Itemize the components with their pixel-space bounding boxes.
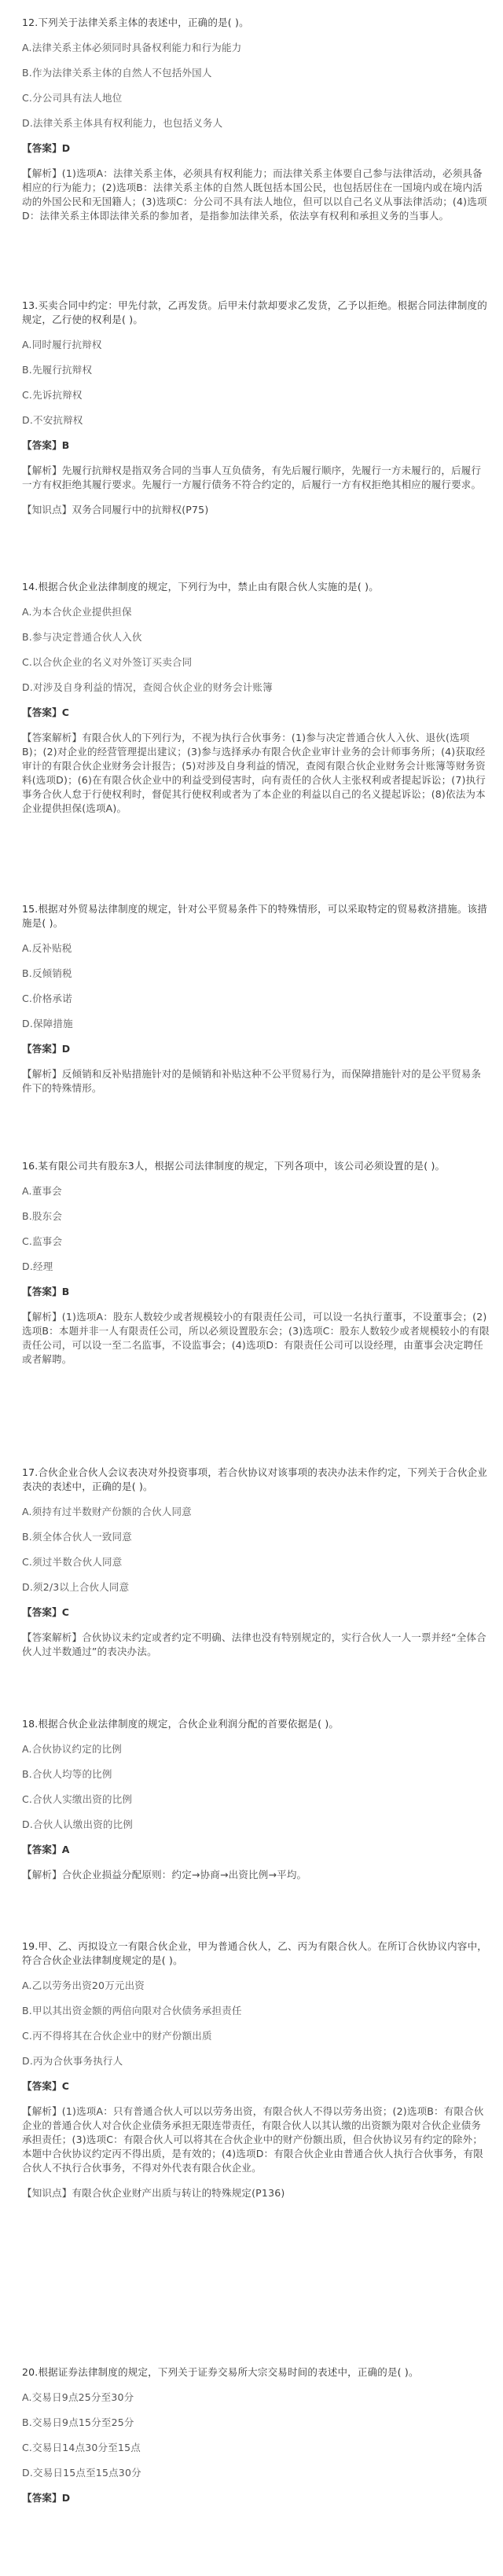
option-c: C.以合伙企业的名义对外签订买卖合同 [22, 656, 193, 668]
answer-text: 【答案】C [22, 1606, 70, 1618]
option-b: B.作为法律关系主体的自然人不包括外国人 [22, 67, 212, 79]
option-a: A.法律关系主体必须同时具备权利能力和行为能力 [22, 42, 242, 53]
analysis-text: 【解析】(1)选项A：法律关系主体，必须具有权利能力；而法律关系主体要自己参与法律活动，必须具备相应的行为能力；(2)选项B：法律关系主体的自然人既包括本国公民，也包括居住在一国境内或在境内活动的外国公民和无国籍人；(3)选项C：分公司不具有法人地位，但可以以自己名义从事法律活动；(4)选项D：法律关系主体即法律关系的参加者，是指参加法律关系，依法享有权利和承担义务的当事人。 [22, 167, 487, 222]
option-d: D.法律关系主体具有权利能力，也包括义务人 [22, 117, 223, 129]
option-c: C.价格承诺 [22, 993, 72, 1004]
question-block-15 [22, 902, 490, 1095]
question-block-12 [22, 16, 490, 223]
option-b: B.参与决定普通合伙人入伙 [22, 631, 142, 643]
analysis-text: 【解析】合伙企业损益分配原则：约定→协商→出资比例→平均。 [22, 1869, 307, 1881]
question-text: 15.根据对外贸易法律制度的规定，针对公平贸易条件下的特殊情形，可以采取特定的贸易救济措施。该措施是( )。 [22, 903, 487, 929]
analysis-text: 【解析】(1)选项A：股东人数较少或者规模较小的有限责任公司，可以设一名执行董事，不设董事会；(2)选项B：本题并非一人有限责任公司，所以必须设置股东会；(3)选项C：股东人数较少或者规模较小的有限责任公司，可以设一至二名监事，不设监事会；(4)选项D：有限责任公司可以设经理，由董事会决定聘任或者解聘。 [22, 1311, 490, 1365]
analysis-text: 【解析】反倾销和反补贴措施针对的是倾销和补贴这种不公平贸易行为，而保障措施针对的是公平贸易条件下的特殊情形。 [22, 1068, 482, 1094]
analysis-text: 【答案解析】有限合伙人的下列行为，不视为执行合伙事务：(1)参与决定普通合伙人入伙、退伙(选项B)；(2)对企业的经营管理提出建议；(3)参与选择承办有限合伙企业审计业务的会计师事务所；(4)获取经审计的有限合伙企业财务会计报告；(5)对涉及自身利益的情况，查阅有限合伙企业财务会计账簿等财务资料(选项D)；(6)在有限合伙企业中的利益受到侵害时，向有责任的合伙人主张权利或者提起诉讼；(7)执行事务合伙人怠于行使权利时，督促其行使权利或者为了本企业的利益以自己的名义提起诉讼；(8)依法为本企业提供担保(选项A)。 [22, 732, 486, 814]
option-a: A.合伙协议约定的比例 [22, 1743, 123, 1755]
answer-text: 【答案】D [22, 142, 71, 154]
analysis-text: 【解析】先履行抗辩权是指双务合同的当事人互负债务，有先后履行顺序，先履行一方未履行的，后履行一方有权拒绝其履行要求。先履行一方履行债务不符合约定的，后履行一方有权拒绝其相应的履行要求。 [22, 464, 482, 490]
question-block-18 [22, 1717, 490, 1882]
option-d: D.合伙人认缴出资的比例 [22, 1818, 133, 1830]
option-d: D.保障措施 [22, 1018, 73, 1029]
question-block-16 [22, 1159, 490, 1367]
option-d: D.对涉及自身利益的情况，查阅合伙企业的财务会计账簿 [22, 681, 273, 693]
question-text: 13.买卖合同中约定：甲先付款，乙再发货。后甲未付款却要求乙发货，乙予以拒绝。根据合同法律制度的规定，乙行使的权利是( )。 [22, 299, 487, 325]
analysis-text: 【答案解析】合伙协议未约定或者约定不明确、法律也没有特别规定的，实行合伙人一人一票并经“全体合伙人过半数通过”的表决办法。 [22, 1631, 486, 1657]
option-b: B.须全体合伙人一致同意 [22, 1531, 132, 1543]
question-text: 20.根据证券法律制度的规定，下列关于证券交易所大宗交易时间的表述中，正确的是( )。 [22, 2366, 419, 2378]
question-block-13 [22, 299, 490, 517]
option-c: C.分公司具有法人地位 [22, 92, 123, 104]
answer-text: 【答案】B [22, 439, 70, 451]
option-d: D.须2/3以上合伙人同意 [22, 1581, 130, 1593]
option-a: A.为本合伙企业提供担保 [22, 606, 132, 618]
question-text: 19.甲、乙、丙拟设立一有限合伙企业，甲为普通合伙人，乙、丙为有限合伙人。在所订合伙协议内容中，符合合伙企业法律制度规定的是( )。 [22, 1940, 487, 1966]
option-c: C.合伙人实缴出资的比例 [22, 1793, 133, 1805]
question-text: 12.下列关于法律关系主体的表述中，正确的是( )。 [22, 17, 249, 28]
knowledge-point: 【知识点】双务合同履行中的抗辩权(P75) [22, 504, 209, 516]
question-block-14 [22, 580, 490, 816]
option-c: C.监事会 [22, 1235, 63, 1247]
knowledge-point: 【知识点】有限合伙企业财产出质与转让的特殊规定(P136) [22, 2187, 285, 2199]
option-a: A.董事会 [22, 1185, 62, 1197]
question-block-19 [22, 1939, 490, 2200]
answer-text: 【答案】B [22, 1286, 70, 1297]
question-block-17 [22, 1466, 490, 1659]
option-a: A.交易日9点25分至30分 [22, 2391, 134, 2403]
option-a: A.须持有过半数财产份额的合伙人同意 [22, 1506, 192, 1517]
question-text: 17.合伙企业合伙人会议表决对外投资事项，若合伙协议对该事项的表决办法未作约定，下列关于合伙企业表决的表述中，正确的是( )。 [22, 1466, 487, 1492]
question-text: 16.某有限公司共有股东3人，根据公司法律制度的规定，下列各项中，该公司必须设置的是( )。 [22, 1160, 446, 1172]
option-a: A.同时履行抗辩权 [22, 339, 102, 350]
answer-text: 【答案】A [22, 1844, 70, 1855]
option-d: D.交易日15点至15点30分 [22, 2467, 141, 2479]
option-b: B.合伙人均等的比例 [22, 1768, 112, 1780]
option-b: B.交易日9点15分至25分 [22, 2416, 134, 2428]
option-a: A.反补贴税 [22, 942, 72, 954]
option-b: B.股东会 [22, 1210, 63, 1222]
answer-text: 【答案】D [22, 1043, 71, 1055]
answer-text: 【答案】C [22, 2080, 70, 2092]
option-d: D.经理 [22, 1260, 53, 1272]
option-b: B.先履行抗辩权 [22, 364, 93, 376]
option-a: A.乙以劳务出资20万元出资 [22, 1980, 145, 1991]
question-block-20 [22, 2365, 490, 2505]
question-text: 14.根据合伙企业法律制度的规定，下列行为中，禁止由有限合伙人实施的是( )。 [22, 581, 379, 593]
option-d: D.不安抗辩权 [22, 414, 83, 426]
answer-text: 【答案】D [22, 2492, 71, 2504]
analysis-text: 【解析】(1)选项A：只有普通合伙人可以以劳务出资，有限合伙人不得以劳务出资；(2)选项B：有限合伙企业的普通合伙人对合伙企业债务承担无限连带责任，有限合伙人以其认缴的出资额为限对合伙企业债务承担责任；(3)选项C：有限合伙人可以将其在合伙企业中的财产份额出质，但合伙协议另有约定的除外；本题中合伙协议约定丙不得出质，是有效的；(4)选项D：有限合伙企业由普通合伙人执行合伙事务，有限合伙人不执行合伙事务，不得对外代表有限合伙企业。 [22, 2105, 484, 2174]
option-b: B.甲以其出资金额的两倍向限对合伙债务承担责任 [22, 2005, 242, 2016]
option-d: D.丙为合伙事务执行人 [22, 2055, 123, 2067]
option-c: C.丙不得将其在合伙企业中的财产份额出质 [22, 2030, 212, 2042]
option-c: C.先诉抗辩权 [22, 389, 83, 401]
option-c: C.须过半数合伙人同意 [22, 1556, 123, 1568]
option-c: C.交易日14点30分至15点 [22, 2442, 141, 2453]
option-b: B.反倾销税 [22, 967, 72, 979]
answer-text: 【答案】C [22, 706, 70, 718]
question-text: 18.根据合伙企业法律制度的规定，合伙企业利润分配的首要依据是( )。 [22, 1718, 340, 1730]
